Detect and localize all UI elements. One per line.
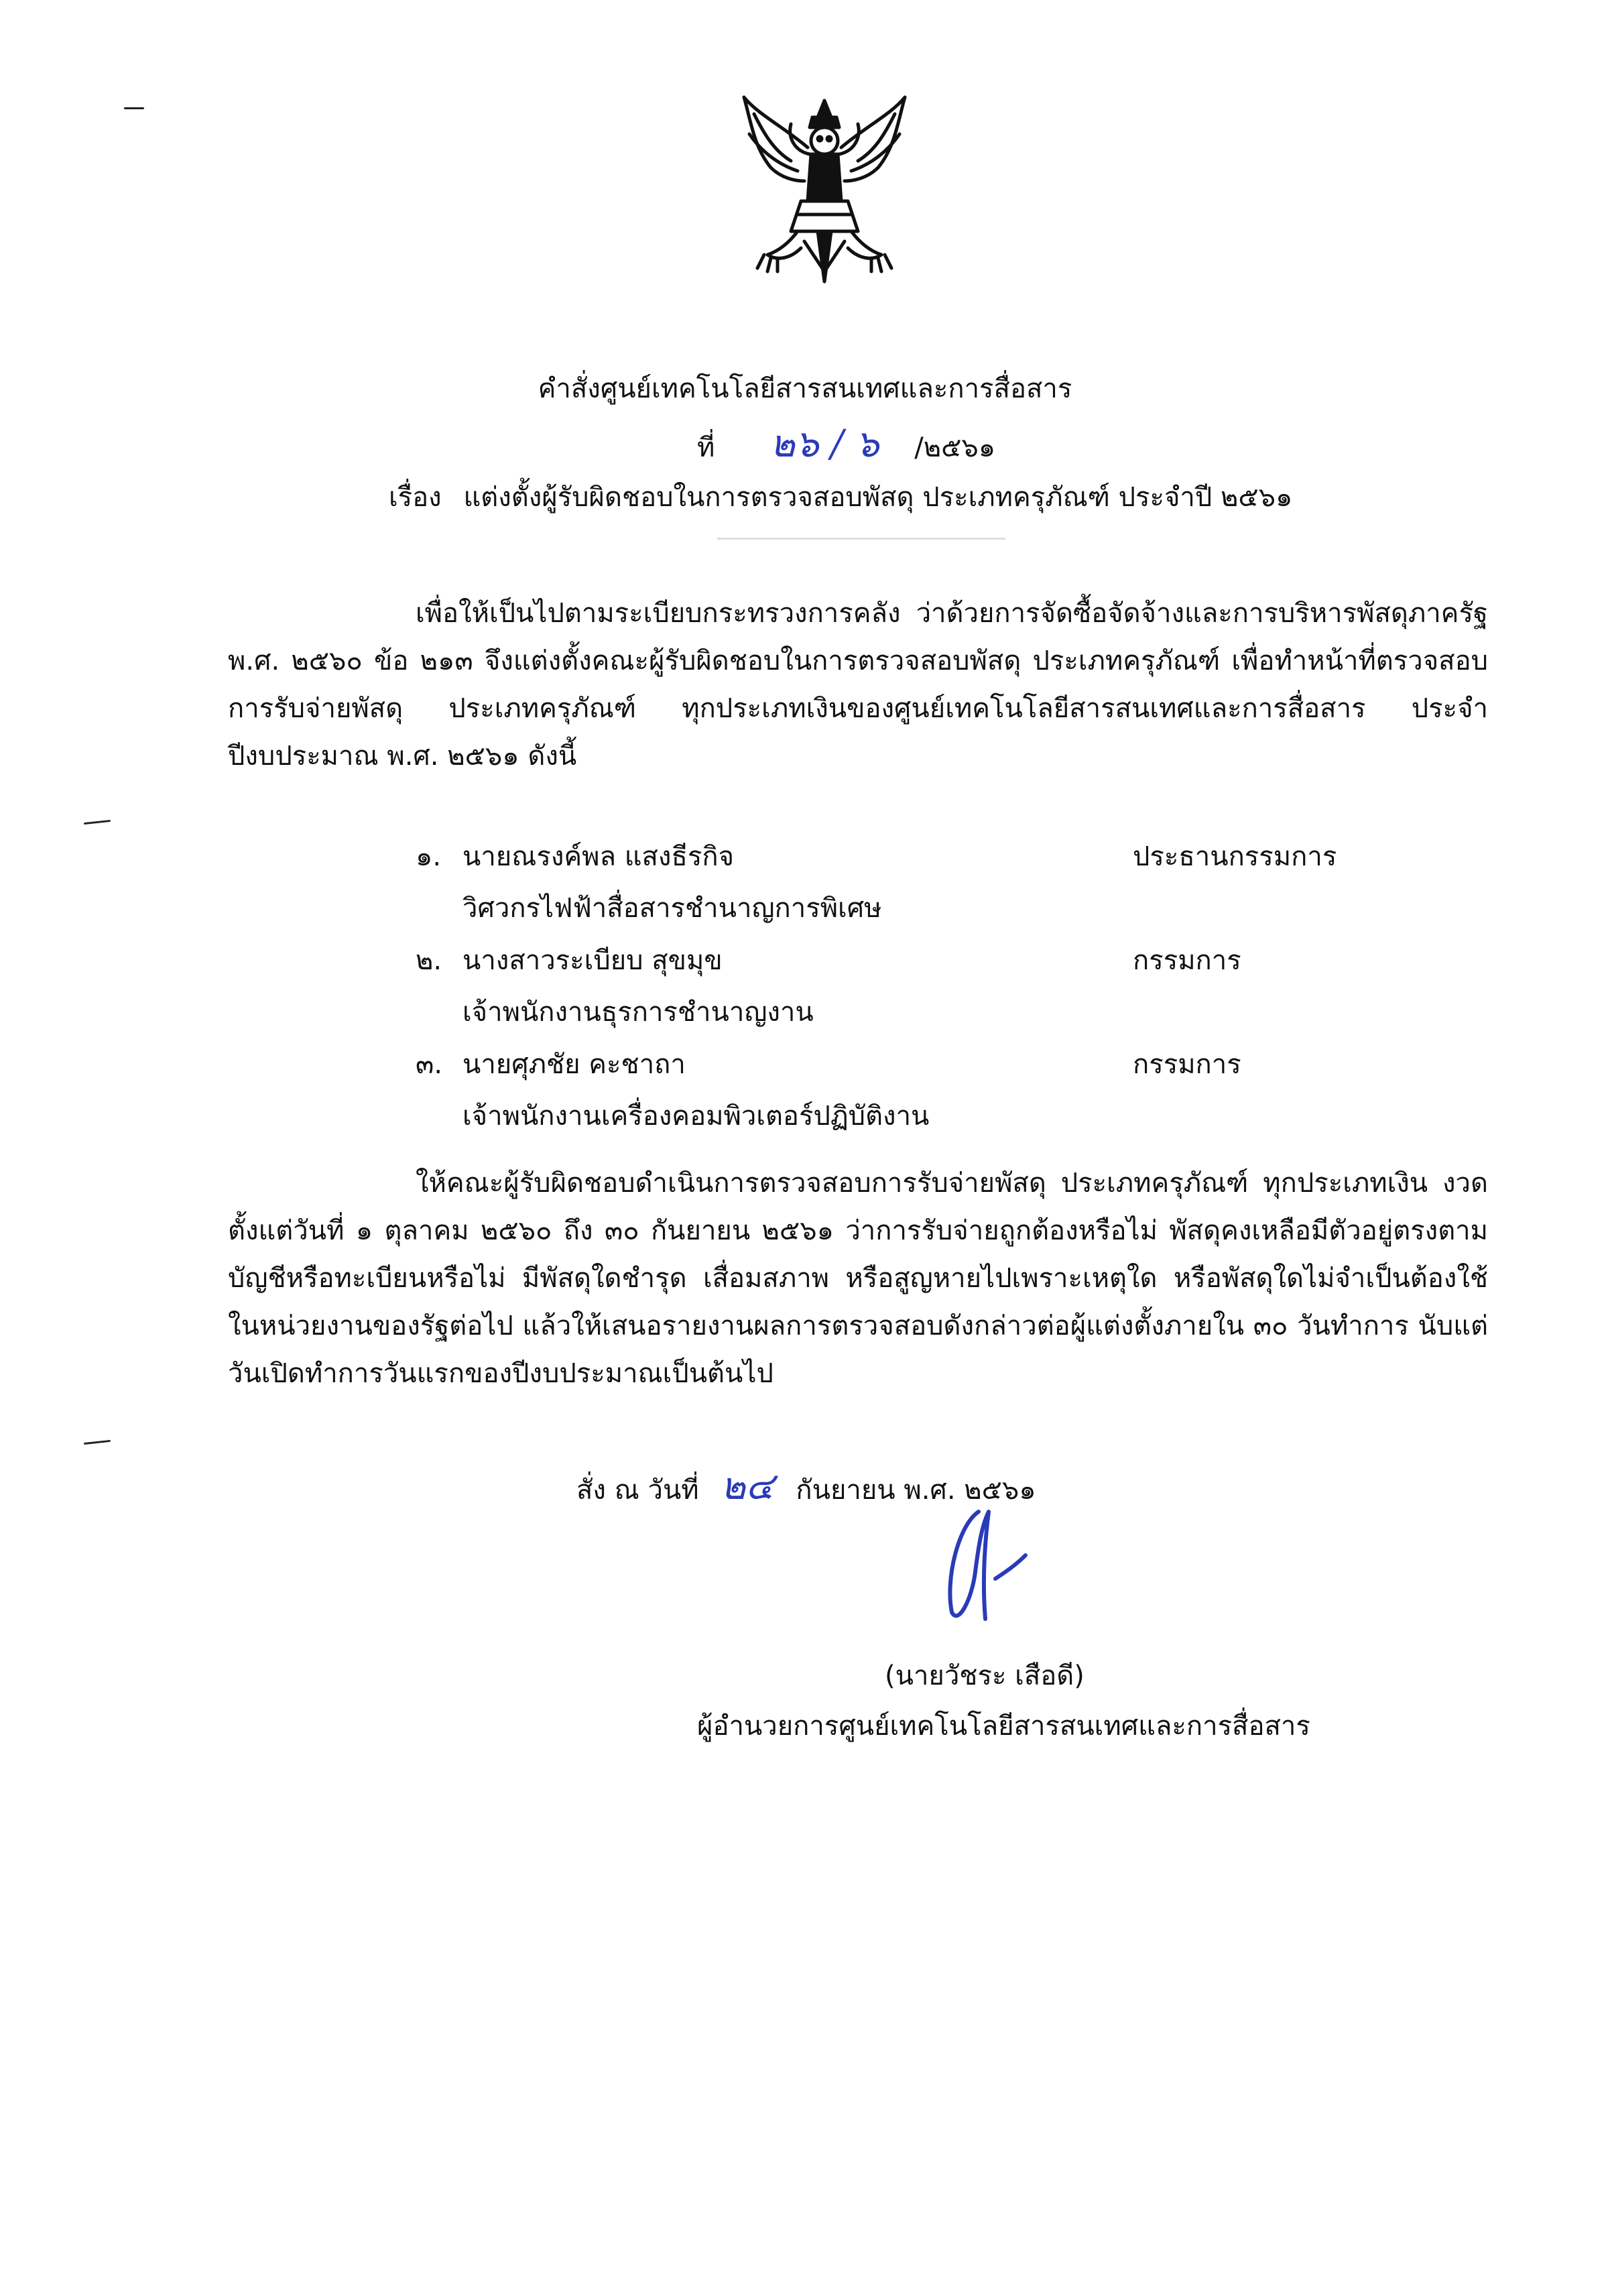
member-position: วิศวกรไฟฟ้าสื่อสารชำนาญการพิเศษ xyxy=(462,893,882,924)
subject-label: เรื่อง xyxy=(389,482,442,513)
margin-mark xyxy=(124,107,144,109)
margin-mark xyxy=(84,820,111,825)
signer-title: ผู้อำนวยการศูนย์เทคโนโลยีสารสนเทศและการสื่อสาร xyxy=(697,1711,1310,1742)
signer-name: (นายวัชระ เสือดี) xyxy=(885,1660,1085,1691)
margin-mark xyxy=(84,1440,111,1445)
member-number: ๓. xyxy=(416,1049,443,1080)
intro-text: เพื่อให้เป็นไปตามระเบียบกระทรวงการคลัง ว่าด้วยการจัดซื้อจัดจ้างและการบริหารพัสดุภาครัฐ พ.ศ. ๒๕๖๐ ข้อ ๒๑๓ จึงแต่งตั้งคณะผู้รับผิดชอบในการตรวจสอบพัสดุ ประเภทครุภัณฑ์ เพื่อทำหน้าที่ตรวจสอบการรับจ่ายพัสดุ ประเภทครุภัณฑ์ ทุกประเภทเงินของศูนย์เทคโนโลยีสารสนเทศและการสื่อสาร ประจำปีงบประมาณ พ.ศ. ๒๕๖๑ ดังนี้ xyxy=(228,598,1488,772)
instruction-text: ให้คณะผู้รับผิดชอบดำเนินการตรวจสอบการรับจ่ายพัสดุ ประเภทครุภัณฑ์ ทุกประเภทเงิน งวดตั้งแต่วันที่ ๑ ตุลาคม ๒๕๖๐ ถึง ๓๐ กันยายน ๒๕๖๑ ว่าการรับจ่ายถูกต้องหรือไม่ พัสดุคงเหลือมีตัวอยู่ตรงตามบัญชีหรือทะเบียนหรือไม่ มีพัสดุใดชำรุด เสื่อมสภาพ หรือสูญหายไปเพราะเหตุใด หรือพัสดุใดไม่จำเป็นต้องใช้ในหน่วยงานของรัฐต่อไป แล้วให้เสนอรายงานผลการตรวจสอบดังกล่าวต่อผู้แต่งตั้งภายใน ๓๐ วันทำการ นับแต่วันเปิดทำการวันแรกของปีงบประมาณเป็นต้นไป xyxy=(228,1168,1488,1389)
order-number-handwritten: ๒๖ / ๖ xyxy=(770,422,879,466)
instruction-paragraph xyxy=(228,1160,1488,1398)
member-role: กรรมการ xyxy=(1133,1049,1241,1080)
member-position: เจ้าพนักงานธุรการชำนาญงาน xyxy=(462,997,814,1028)
member-role: ประธานกรรมการ xyxy=(1133,841,1337,872)
subject-text: แต่งตั้งผู้รับผิดชอบในการตรวจสอบพัสดุ ประเภทครุภัณฑ์ ประจำปี ๒๕๖๑ xyxy=(463,482,1293,513)
order-month-year: กันยายน พ.ศ. ๒๕๖๑ xyxy=(796,1475,1036,1506)
order-number-year: /๒๕๖๑ xyxy=(914,432,996,463)
member-role: กรรมการ xyxy=(1133,945,1241,976)
member-name: นายศุภชัย คะชาถา xyxy=(462,1049,686,1080)
garuda-emblem-icon xyxy=(724,87,925,288)
member-name: นางสาวระเบียบ สุขมุข xyxy=(462,945,723,976)
ordered-label: สั่ง ณ วันที่ xyxy=(576,1475,699,1506)
member-name: นายณรงค์พล แสงธีรกิจ xyxy=(462,841,734,872)
intro-paragraph xyxy=(228,590,1488,780)
order-title: คำสั่งศูนย์เทคโนโลยีสารสนเทศและการสื่อสาร xyxy=(538,373,1072,404)
subject-row xyxy=(389,484,1292,511)
order-day-handwritten: ๒๔ xyxy=(721,1465,774,1508)
handwritten-signature xyxy=(932,1498,1032,1632)
order-number-label: ที่ xyxy=(697,432,715,463)
member-position: เจ้าพนักงานเครื่องคอมพิวเตอร์ปฏิบัติงาน xyxy=(462,1101,930,1132)
member-number: ๑. xyxy=(416,841,442,872)
divider xyxy=(717,538,1005,540)
member-number: ๒. xyxy=(416,945,442,976)
order-number-row xyxy=(697,422,996,466)
